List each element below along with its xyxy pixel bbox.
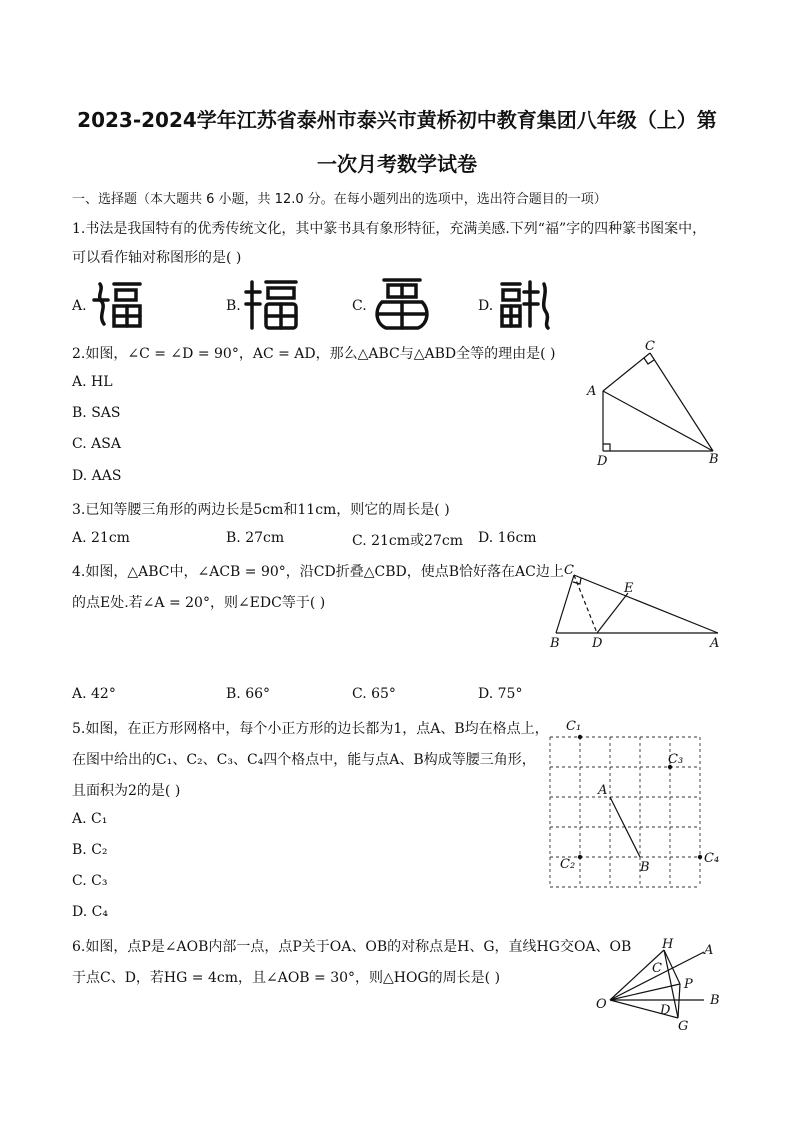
q6-label-b: B bbox=[710, 993, 720, 1008]
q2-label-c: C bbox=[645, 339, 655, 354]
q1-option-d-label: D. bbox=[478, 298, 494, 314]
q6-figure bbox=[592, 932, 732, 1036]
q4-label-b: B bbox=[550, 636, 560, 650]
section-header-choice: 一、选择题（本大题共 6 小题，共 12.0 分。在每小题列出的选项中，选出符合题目的一项） bbox=[72, 192, 607, 207]
q2-label-a: A bbox=[587, 384, 597, 399]
q3-option-c: C. 21cm或27cm bbox=[352, 533, 463, 549]
q4-option-b: B. 66° bbox=[226, 686, 271, 702]
q1-option-c-label: C. bbox=[352, 298, 367, 314]
q2-option-d: D. AAS bbox=[72, 468, 122, 484]
q3-option-b: B. 27cm bbox=[226, 530, 285, 546]
q5-text-line3: 且面积为2的是( ) bbox=[72, 783, 181, 799]
q4-label-a: A bbox=[710, 636, 720, 650]
q2-option-c: C. ASA bbox=[72, 436, 121, 452]
q4-text-line2: 的点E处.若∠A = 20°，则∠EDC等于( ) bbox=[72, 595, 326, 611]
seal-fu-a-image bbox=[90, 278, 144, 330]
q6-label-g: G bbox=[678, 1019, 689, 1034]
q4-option-d: D. 75° bbox=[478, 686, 523, 702]
q3-option-d: D. 16cm bbox=[478, 530, 537, 546]
q5-label-c4: C₄ bbox=[704, 851, 720, 866]
q6-label-a: A bbox=[704, 943, 714, 958]
q4-option-c: C. 65° bbox=[352, 686, 396, 702]
seal-fu-b-image bbox=[244, 276, 300, 332]
q6-text-line1: 6.如图，点P是∠AOB内部一点，点P关于OA、OB的对称点是H、G，直线HG交OA、OB bbox=[72, 939, 632, 955]
q6-label-c: C bbox=[652, 961, 662, 976]
q6-label-p: P bbox=[684, 977, 693, 992]
q5-text-line1: 5.如图，在正方形网格中，每个小正方形的边长都为1，点A、B均在格点上， bbox=[72, 721, 549, 737]
q5-text-line2: 在图中给出的C₁、C₂、C₃、C₄四个格点中，能与点A、B构成等腰三角形， bbox=[72, 752, 536, 768]
q2-label-d: D bbox=[597, 454, 608, 469]
q2-option-a: A. HL bbox=[72, 374, 113, 390]
q2-label-b: B bbox=[709, 452, 719, 467]
q4-label-d: D bbox=[592, 636, 603, 650]
q4-text-line1: 4.如图，△ABC中，∠ACB = 90°，沿CD折叠△CBD，使点B恰好落在AC边上 bbox=[72, 564, 564, 580]
q2-text: 2.如图，∠C = ∠D = 90°，AC = AD，那么△ABC与△ABD全等的理由是( ) bbox=[72, 346, 556, 362]
q3-option-a: A. 21cm bbox=[72, 530, 130, 546]
q5-label-c2: C₂ bbox=[560, 857, 576, 872]
q4-figure bbox=[546, 560, 726, 650]
q5-label-c3: C₃ bbox=[668, 752, 684, 767]
q4-label-c: C bbox=[564, 563, 574, 578]
q1-text-line2: 可以看作轴对称图形的是( ) bbox=[72, 250, 242, 266]
q5-option-d: D. C₄ bbox=[72, 904, 108, 920]
q6-label-d: D bbox=[660, 1003, 671, 1018]
q2-figure bbox=[585, 338, 725, 470]
q6-label-o: O bbox=[596, 997, 607, 1012]
seal-fu-c-image bbox=[372, 276, 432, 332]
q4-label-e: E bbox=[624, 581, 634, 596]
q5-label-a: A bbox=[598, 783, 608, 798]
q3-text: 3.已知等腰三角形的两边长是5cm和11cm，则它的周长是( ) bbox=[72, 502, 450, 518]
q2-option-b: B. SAS bbox=[72, 405, 121, 421]
q5-option-c: C. C₃ bbox=[72, 873, 108, 889]
paper-title-line1: 2023-2024学年江苏省泰州市泰兴市黄桥初中教育集团八年级（上）第 bbox=[77, 108, 717, 132]
q1-option-b-label: B. bbox=[226, 298, 241, 314]
q1-text-line1: 1.书法是我国特有的优秀传统文化，其中篆书具有象形特征，充满美感.下列“福”字的四种篆书图案中， bbox=[72, 221, 707, 237]
q5-label-b: B bbox=[640, 860, 650, 875]
paper-title-line2: 一次月考数学试卷 bbox=[317, 152, 477, 176]
q6-label-h: H bbox=[662, 937, 674, 952]
q4-option-a: A. 42° bbox=[72, 686, 116, 702]
seal-fu-d-image bbox=[498, 278, 552, 330]
q5-label-c1: C₁ bbox=[566, 719, 582, 734]
q5-grid-figure bbox=[540, 718, 730, 893]
q1-option-a-label: A. bbox=[72, 298, 87, 314]
q5-option-a: A. C₁ bbox=[72, 811, 108, 827]
q6-text-line2: 于点C、D，若HG = 4cm，且∠AOB = 30°，则△HOG的周长是( ) bbox=[72, 970, 501, 986]
q5-option-b: B. C₂ bbox=[72, 842, 108, 858]
